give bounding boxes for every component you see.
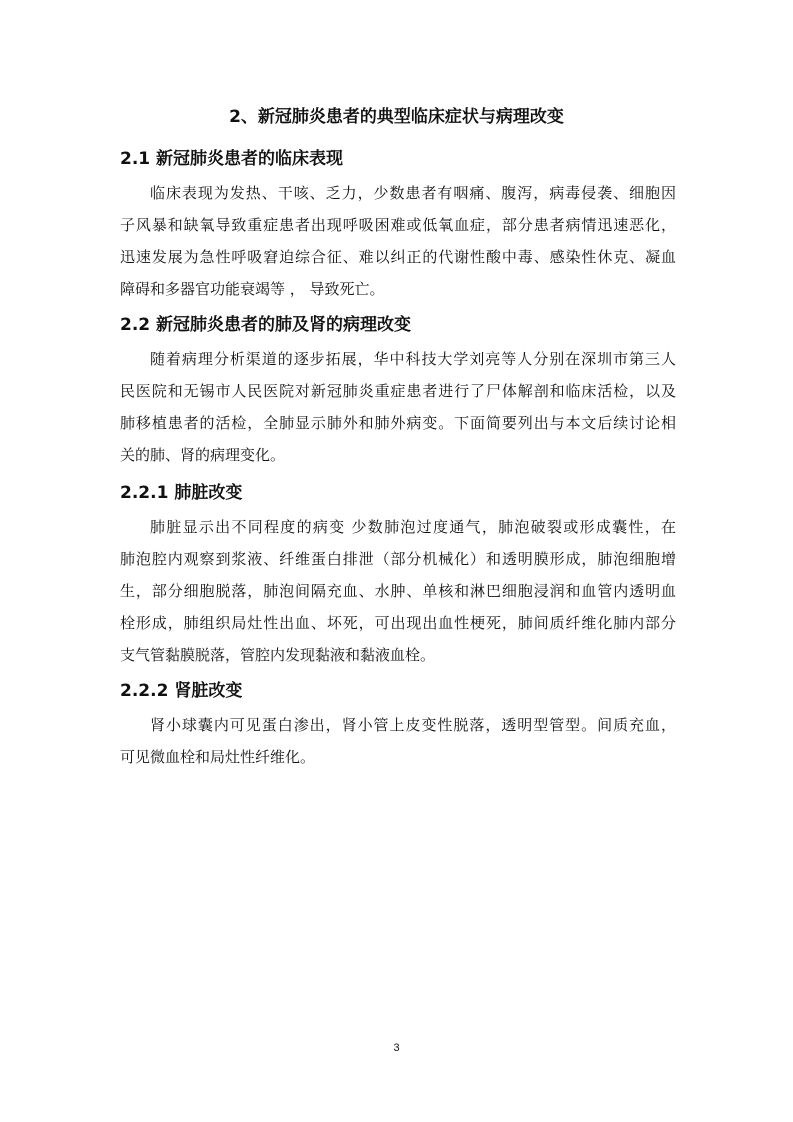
body-line: 子风暴和缺氧导致重症患者出现呼吸困难或低氧血症，部分患者病情迅速恶化，: [120, 216, 676, 234]
body-line: 临床表现为发热、干咳、乏力，少数患者有咽痛、腹泻，病毒侵袭、细胞因: [150, 184, 676, 202]
body-line: 栓形成，肺组织局灶性出血、坏死，可出现出血性梗死，肺间质纤维化肺内部分: [120, 614, 676, 632]
body-line: 可见微血栓和局灶性纤维化。: [120, 748, 316, 766]
page-number: 3: [393, 1042, 400, 1054]
body-line: 肺移植患者的活检，全肺显示肺外和肺外病变。下面简要列出与本文后续讨论相: [120, 414, 676, 432]
body-line: 支气管黏膜脱落，管腔内发现黏液和黏液血栓。: [120, 646, 436, 664]
body-line: 迅速发展为急性呼吸窘迫综合征、难以纠正的代谢性酸中毒、感染性休克、凝血: [120, 248, 676, 266]
section-body-2-2: [120, 343, 676, 471]
section-heading-2-2-1: 2.2.1 肺脏改变: [120, 483, 243, 503]
section-body-2-1: [120, 177, 676, 305]
body-line: 生，部分细胞脱落，肺泡间隔充血、水肿、单核和淋巴细胞浸润和血管内透明血: [120, 582, 676, 600]
body-line: 关的肺、肾的病理变化。: [120, 446, 286, 464]
body-line: 肾小球囊内可见蛋白渗出，肾小管上皮变性脱落，透明型管型。间质充血，: [150, 716, 676, 734]
section-heading-2-2: 2.2 新冠肺炎患者的肺及肾的病理改变: [120, 315, 412, 335]
document-title: 2、新冠肺炎患者的典型临床症状与病理改变: [229, 107, 564, 127]
section-heading-2-1: 2.1 新冠肺炎患者的临床表现: [120, 149, 344, 169]
body-line: 肺泡腔内观察到浆液、纤维蛋白排泄（部分机械化）和透明膜形成，肺泡细胞增: [120, 550, 676, 568]
section-body-2-2-1: [120, 511, 676, 671]
body-line: 随着病理分析渠道的逐步拓展，华中科技大学刘亮等人分别在深圳市第三人: [150, 350, 676, 368]
section-heading-2-2-2: 2.2.2 肾脏改变: [120, 681, 243, 701]
section-body-2-2-2: [120, 709, 676, 773]
body-line: 肺脏显示出不同程度的病变 少数肺泡过度通气，肺泡破裂或形成囊性，在: [150, 518, 676, 536]
body-line: 民医院和无锡市人民医院对新冠肺炎重症患者进行了尸体解剖和临床活检，以及: [120, 382, 676, 400]
body-line: 障碍和多器官功能衰竭等 ， 导致死亡。: [120, 280, 385, 298]
